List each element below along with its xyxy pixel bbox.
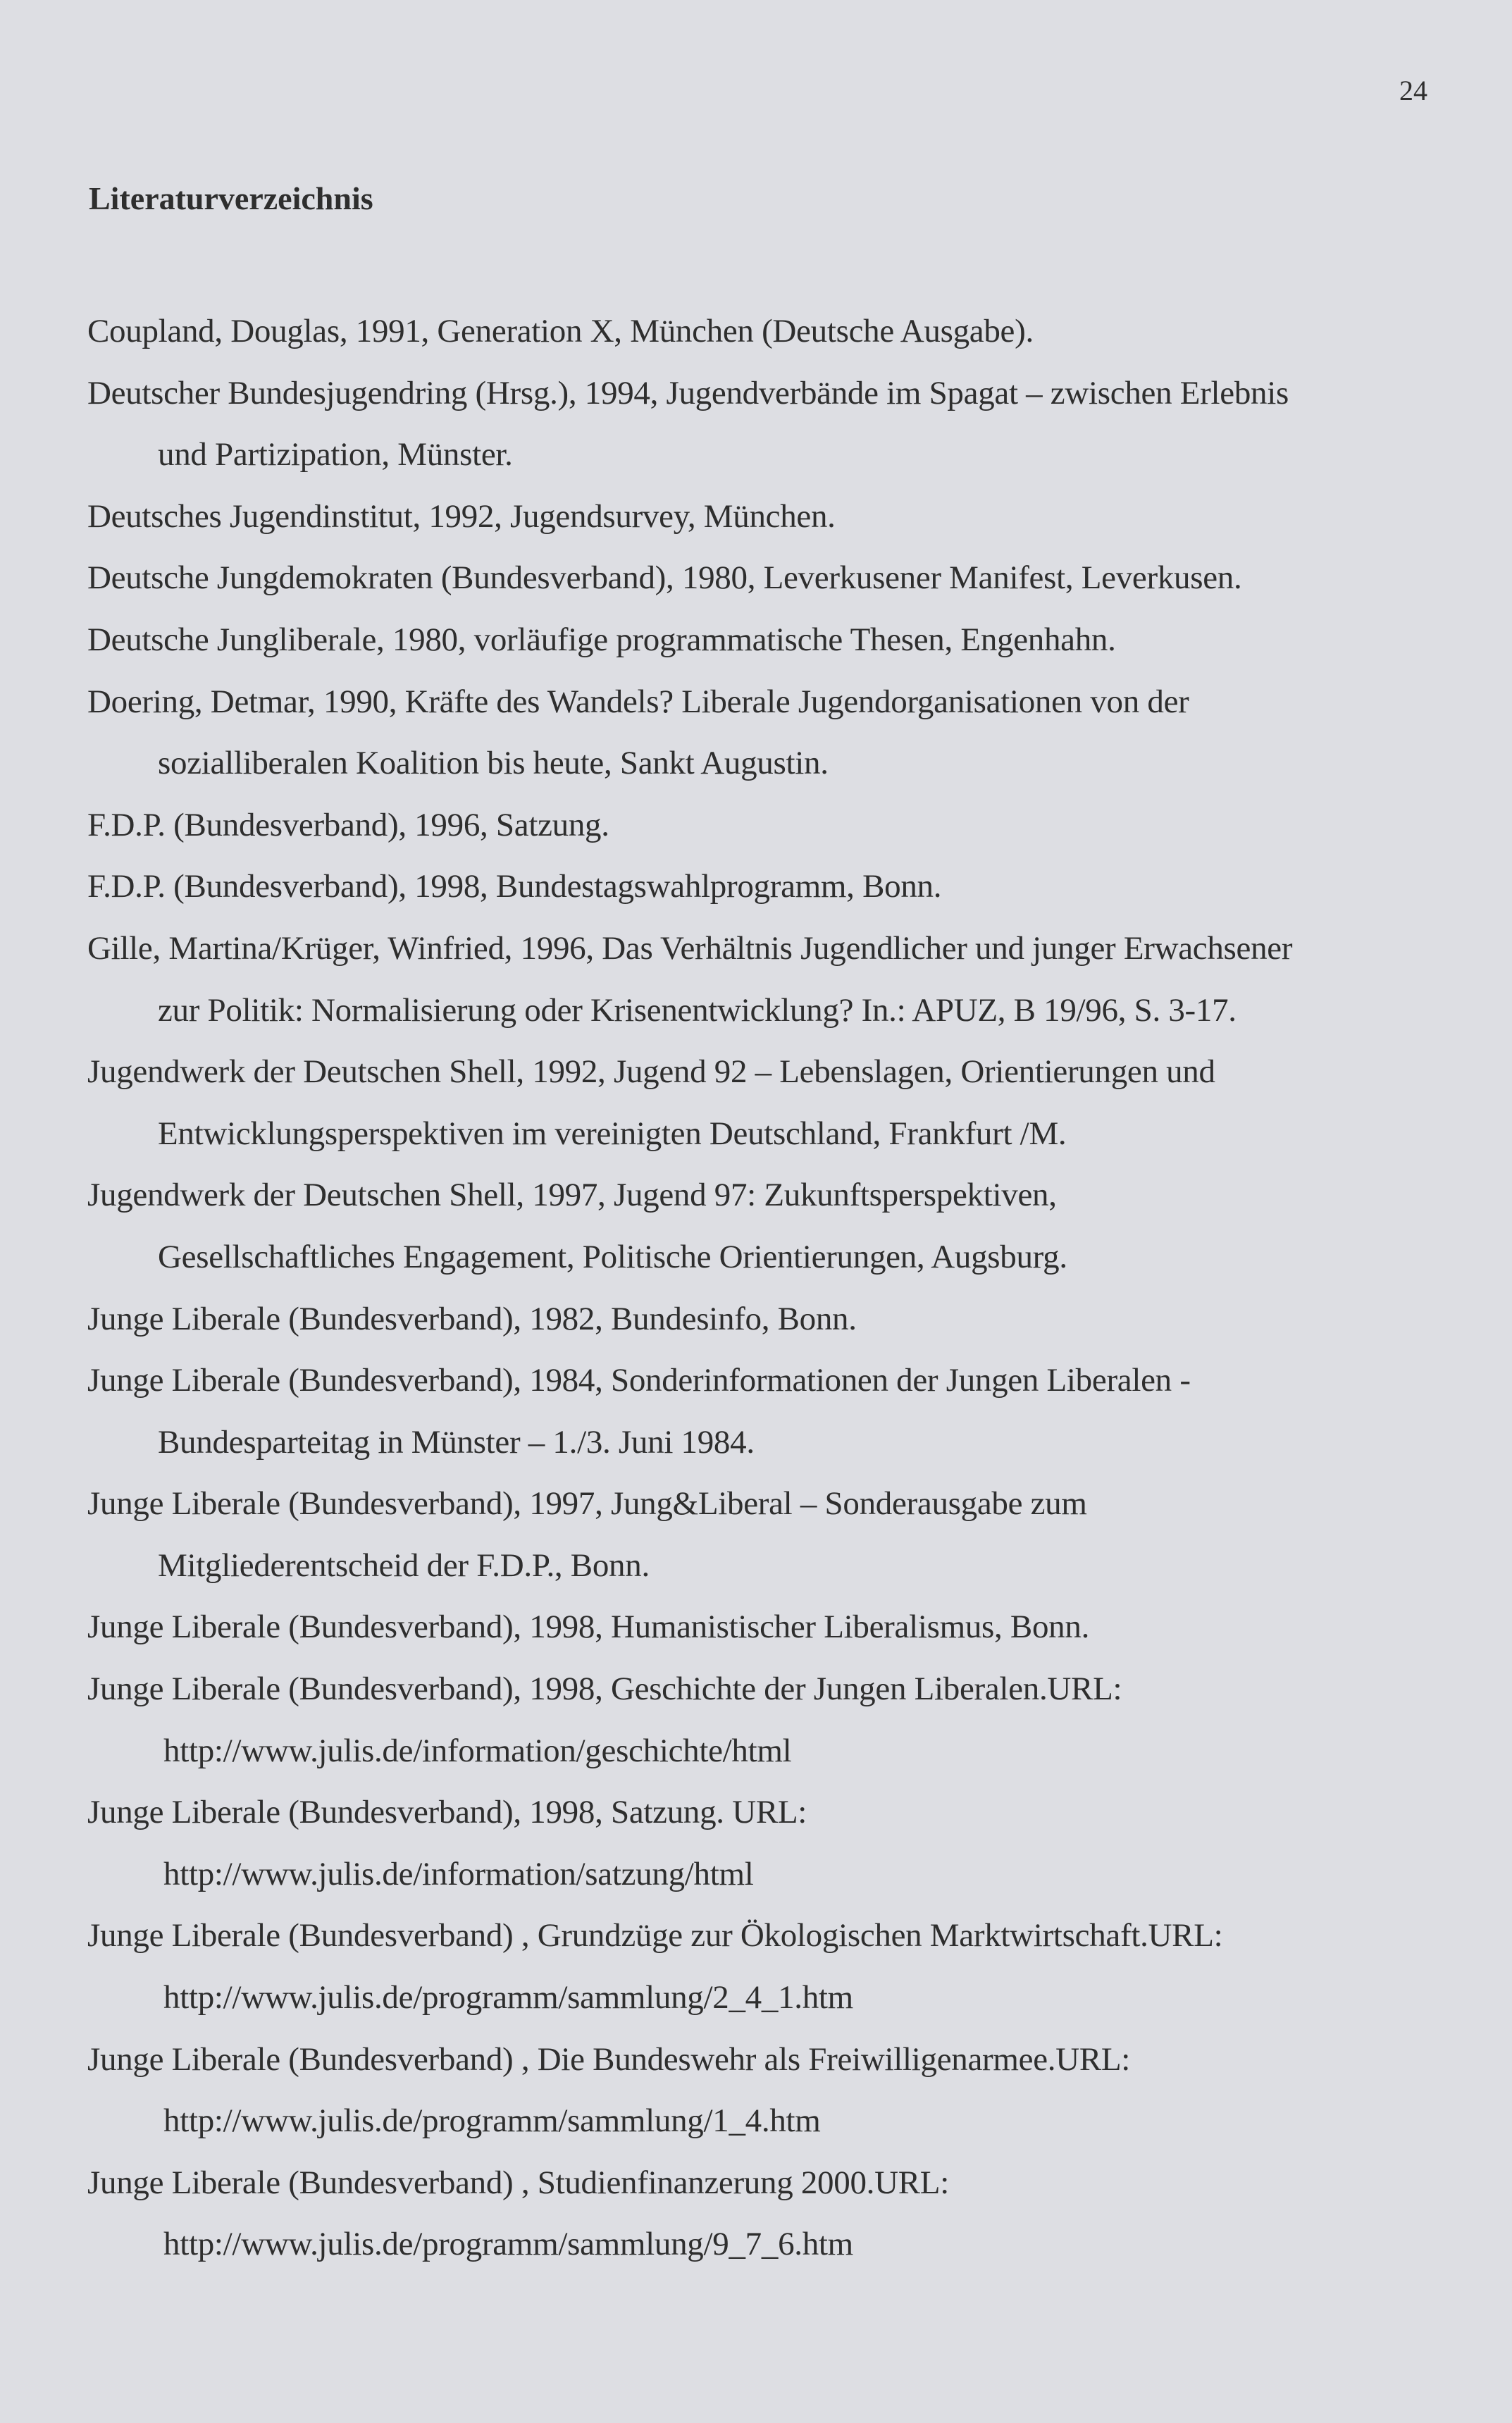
entry-url: http://www.julis.de/programm/sammlung/9_7_6.htm — [163, 2226, 853, 2263]
entry-url: http://www.julis.de/programm/sammlung/2_4_1.htm — [163, 1979, 853, 2016]
entry-line: Deutsches Jugendinstitut, 1992, Jugendsurvey, München. — [87, 497, 836, 535]
entry-line: Jugendwerk der Deutschen Shell, 1992, Jugend 92 – Lebenslagen, Orientierungen und — [87, 1053, 1215, 1091]
entry-url: http://www.julis.de/information/geschichte/html — [163, 1732, 792, 1769]
bibliography-entry — [87, 1041, 1454, 1165]
bibliography-entry — [87, 671, 1454, 795]
bibliography-entry — [87, 2152, 1454, 2276]
bibliography-entry — [87, 918, 1454, 1041]
entry-url: http://www.julis.de/programm/sammlung/1_4.htm — [163, 2102, 821, 2140]
bibliography-entry — [87, 795, 1454, 857]
bibliography-entry — [87, 363, 1454, 486]
entry-line: Gille, Martina/Krüger, Winfried, 1996, Das Verhältnis Jugendlicher und junger Erwachsener — [87, 929, 1293, 967]
entry-line: Deutscher Bundesjugendring (Hrsg.), 1994, Jugendverbände im Spagat – zwischen Erlebnis — [87, 374, 1289, 411]
bibliography-list — [87, 301, 1454, 2276]
bibliography-entry — [87, 1597, 1454, 1659]
entry-line: Deutsche Jungliberale, 1980, vorläufige programmatische Thesen, Engenhahn. — [87, 621, 1116, 658]
entry-url: http://www.julis.de/information/satzung/html — [163, 1855, 754, 1892]
entry-line: Junge Liberale (Bundesverband) , Grundzüge zur Ökologischen Marktwirtschaft.URL: — [87, 1917, 1223, 1954]
bibliography-entry — [87, 1659, 1454, 1782]
entry-continuation-line: Gesellschaftliches Engagement, Politische Orientierungen, Augsburg. — [158, 1238, 1067, 1275]
page-number: 24 — [1399, 75, 1427, 106]
entry-line: Junge Liberale (Bundesverband) , Die Bundeswehr als Freiwilligenarmee.URL: — [87, 2040, 1131, 2078]
bibliography-entry — [87, 1165, 1454, 1288]
entry-line: Doering, Detmar, 1990, Kräfte des Wandels? Liberale Jugendorganisationen von der — [87, 683, 1189, 720]
bibliography-entry — [87, 609, 1454, 671]
entry-line: Junge Liberale (Bundesverband), 1997, Jung&Liberal – Sonderausgabe zum — [87, 1485, 1087, 1523]
bibliography-entry — [87, 856, 1454, 918]
bibliography-entry — [87, 547, 1454, 609]
entry-line: Junge Liberale (Bundesverband) , Studienfinanzerung 2000.URL: — [87, 2164, 949, 2201]
bibliography-entry — [87, 1289, 1454, 1351]
bibliography-entry — [87, 1905, 1454, 2028]
entry-line: Junge Liberale (Bundesverband), 1982, Bundesinfo, Bonn. — [87, 1300, 857, 1337]
entry-continuation-line: sozialliberalen Koalition bis heute, Sankt Augustin. — [158, 745, 829, 782]
entry-line: F.D.P. (Bundesverband), 1998, Bundestagswahlprogramm, Bonn. — [87, 868, 942, 905]
entry-continuation-line: Mitgliederentscheid der F.D.P., Bonn. — [158, 1547, 650, 1584]
entry-line: Deutsche Jungdemokraten (Bundesverband), 1980, Leverkusener Manifest, Leverkusen. — [87, 559, 1242, 597]
entry-line: Junge Liberale (Bundesverband), 1984, Sonderinformationen der Jungen Liberalen - — [87, 1362, 1191, 1399]
bibliography-entry — [87, 1782, 1454, 1905]
entry-line: Junge Liberale (Bundesverband), 1998, Geschichte der Jungen Liberalen.URL: — [87, 1671, 1122, 1708]
entry-line: Junge Liberale (Bundesverband), 1998, Humanistischer Liberalismus, Bonn. — [87, 1609, 1090, 1646]
entry-line: F.D.P. (Bundesverband), 1996, Satzung. — [87, 806, 609, 843]
entry-line: Coupland, Douglas, 1991, Generation X, München (Deutsche Ausgabe). — [87, 313, 1034, 349]
entry-line: Junge Liberale (Bundesverband), 1998, Satzung. URL: — [87, 1794, 807, 1831]
bibliography-entry — [87, 1350, 1454, 1473]
entry-continuation-line: Entwicklungsperspektiven im vereinigten Deutschland, Frankfurt /M. — [158, 1115, 1067, 1152]
bibliography-entry — [87, 2029, 1454, 2152]
bibliography-entry — [87, 486, 1454, 548]
entry-continuation-line: und Partizipation, Münster. — [158, 436, 513, 473]
entry-line: Jugendwerk der Deutschen Shell, 1997, Jugend 97: Zukunftsperspektiven, — [87, 1177, 1057, 1214]
entry-continuation-line: Bundesparteitag in Münster – 1./3. Juni 1984. — [158, 1423, 755, 1461]
bibliography-entry — [87, 1473, 1454, 1597]
entry-continuation-line: zur Politik: Normalisierung oder Krisenentwicklung? In.: APUZ, B 19/96, S. 3-17. — [158, 991, 1237, 1029]
bibliography-entry — [87, 301, 1454, 363]
page-heading: Literaturverzeichnis — [89, 180, 373, 216]
